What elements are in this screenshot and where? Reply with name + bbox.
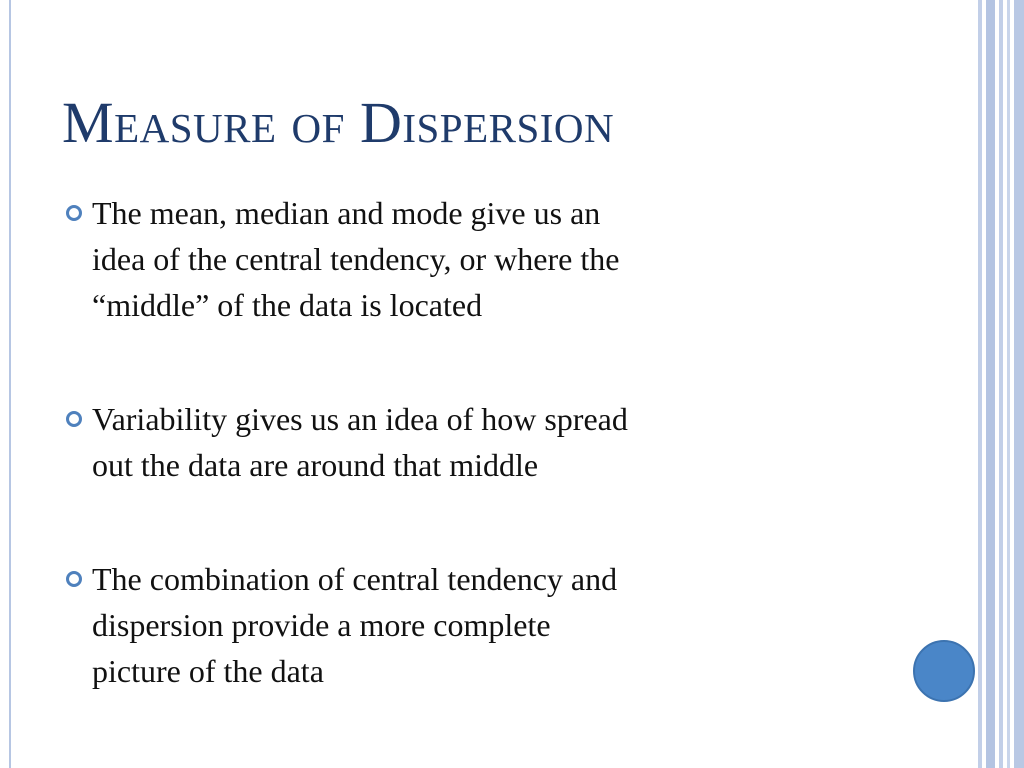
left-border-line <box>9 0 11 768</box>
bullet-item-2 <box>62 396 922 488</box>
bullet-line: idea of the central tendency, or where the <box>92 241 620 277</box>
right-stripe-2 <box>986 0 995 768</box>
bullet-line: Variability gives us an idea of how spread <box>92 401 628 437</box>
right-stripe-3 <box>999 0 1003 768</box>
bullet-line: The mean, median and mode give us an <box>92 195 601 231</box>
circle-decoration <box>913 640 975 702</box>
right-stripe-5 <box>1014 0 1024 768</box>
bullet-line: dispersion provide a more complete <box>92 607 551 643</box>
bullet-line: The combination of central tendency and <box>92 561 618 597</box>
right-stripe-4 <box>1007 0 1010 768</box>
bullet-line: “middle” of the data is located <box>92 287 483 323</box>
slide-title: Measure of Dispersion <box>62 90 615 155</box>
bullet-line: picture of the data <box>92 653 324 689</box>
bullet-line: out the data are around that middle <box>92 447 539 483</box>
ring-bullet-icon <box>66 571 82 587</box>
bullet-list <box>62 190 922 694</box>
ring-bullet-icon <box>66 411 82 427</box>
ring-bullet-icon <box>66 205 82 221</box>
bullet-item-1 <box>62 190 922 328</box>
bullet-item-3 <box>62 556 922 694</box>
